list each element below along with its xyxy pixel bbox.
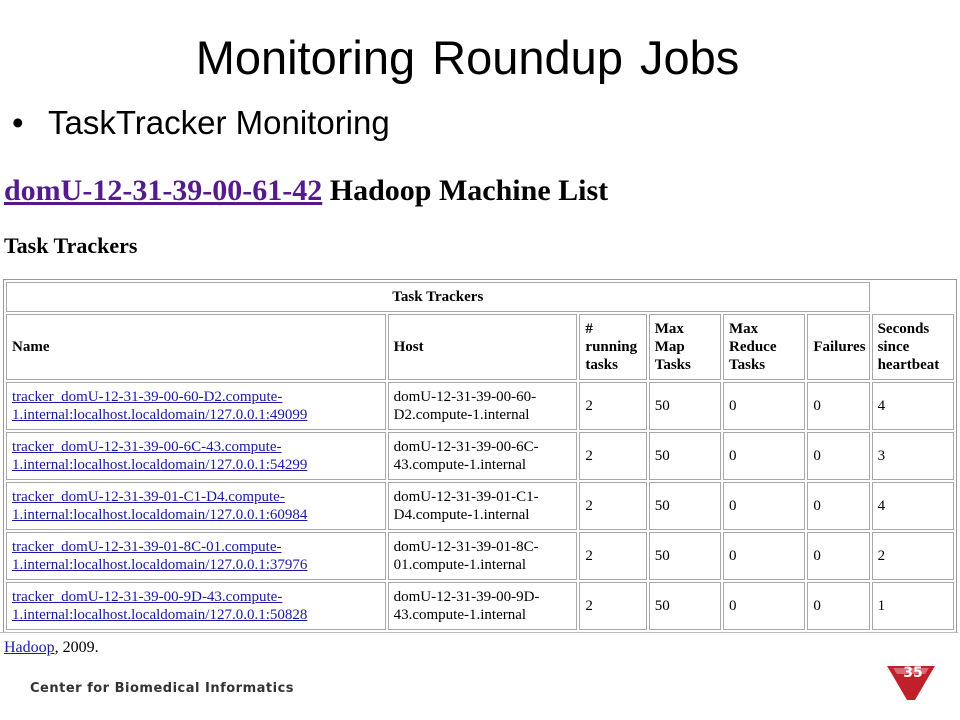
running-tasks-cell: 2 — [579, 432, 646, 480]
max-reduce-tasks-cell: 0 — [723, 382, 805, 430]
tracker-name-cell — [6, 382, 386, 430]
running-tasks-cell: 2 — [579, 382, 646, 430]
footer-divider — [0, 632, 958, 633]
table-row — [6, 382, 954, 430]
table-row — [6, 432, 954, 480]
max-reduce-tasks-cell: 0 — [723, 532, 805, 580]
heartbeat-cell: 1 — [872, 582, 954, 630]
heartbeat-cell: 2 — [872, 532, 954, 580]
host-link[interactable]: domU-12-31-39-00-61-42 — [4, 174, 323, 207]
tracker-link[interactable]: tracker_domU-12-31-39-00-6C-43.compute-1.internal:localhost.localdomain/127.0.0.1:54299 — [12, 439, 308, 473]
column-header-running-tasks: # running tasks — [579, 314, 646, 380]
tracker-link[interactable]: tracker_domU-12-31-39-01-C1-D4.compute-1.internal:localhost.localdomain/127.0.0.1:60984 — [12, 489, 308, 523]
tracker-link[interactable]: tracker_domU-12-31-39-01-8C-01.compute-1.internal:localhost.localdomain/127.0.0.1:37976 — [12, 539, 308, 573]
table-row — [6, 582, 954, 630]
task-trackers-table — [3, 279, 957, 633]
column-header-failures: Failures — [807, 314, 869, 380]
host-cell: domU-12-31-39-00-9D-43.compute-1.internal — [388, 582, 578, 630]
heartbeat-cell: 3 — [872, 432, 954, 480]
max-map-tasks-cell: 50 — [649, 482, 721, 530]
max-reduce-tasks-cell: 0 — [723, 432, 805, 480]
max-map-tasks-cell: 50 — [649, 432, 721, 480]
tracker-link[interactable]: tracker_domU-12-31-39-00-9D-43.compute-1.internal:localhost.localdomain/127.0.0.1:50828 — [12, 589, 308, 623]
bullet-symbol: • — [12, 104, 24, 141]
host-cell: domU-12-31-39-01-8C-01.compute-1.internal — [388, 532, 578, 580]
page-heading — [4, 176, 608, 206]
column-header-heartbeat: Seconds since heartbeat — [872, 314, 954, 380]
max-reduce-tasks-cell: 0 — [723, 482, 805, 530]
organization-name: Center for Biomedical Informatics — [30, 681, 295, 696]
column-header-max-reduce-tasks: Max Reduce Tasks — [723, 314, 805, 380]
failures-cell: 0 — [807, 382, 869, 430]
bullet-item — [12, 106, 390, 139]
failures-cell: 0 — [807, 582, 869, 630]
column-header-max-map-tasks: Max Map Tasks — [649, 314, 721, 380]
failures-cell: 0 — [807, 482, 869, 530]
bullet-text: TaskTracker Monitoring — [48, 104, 390, 141]
table-caption: Task Trackers — [6, 282, 870, 312]
host-cell: domU-12-31-39-01-C1-D4.compute-1.internal — [388, 482, 578, 530]
tracker-name-cell — [6, 482, 386, 530]
heartbeat-cell: 4 — [872, 382, 954, 430]
hadoop-link[interactable]: Hadoop — [4, 639, 55, 656]
table-header-row — [6, 314, 954, 380]
failures-cell: 0 — [807, 532, 869, 580]
tracker-name-cell — [6, 432, 386, 480]
tracker-link[interactable]: tracker_domU-12-31-39-00-60-D2.compute-1.internal:localhost.localdomain/127.0.0.1:49099 — [12, 389, 308, 423]
page-heading-text: Hadoop Machine List — [329, 174, 609, 207]
heartbeat-cell: 4 — [872, 482, 954, 530]
failures-cell: 0 — [807, 432, 869, 480]
footer-note — [4, 640, 99, 656]
table-row — [6, 532, 954, 580]
running-tasks-cell: 2 — [579, 482, 646, 530]
host-cell: domU-12-31-39-00-60-D2.compute-1.internal — [388, 382, 578, 430]
section-heading: Task Trackers — [4, 233, 138, 258]
max-map-tasks-cell: 50 — [649, 532, 721, 580]
footer-suffix: , 2009. — [54, 639, 99, 656]
table-caption-spacer — [872, 282, 954, 312]
table-caption-row — [6, 282, 954, 312]
running-tasks-cell: 2 — [579, 532, 646, 580]
max-map-tasks-cell: 50 — [649, 582, 721, 630]
host-cell: domU-12-31-39-00-6C-43.compute-1.internal — [388, 432, 578, 480]
column-header-host: Host — [388, 314, 578, 380]
max-map-tasks-cell: 50 — [649, 382, 721, 430]
column-header-name: Name — [6, 314, 386, 380]
tracker-name-cell — [6, 582, 386, 630]
page-number: 35 — [903, 665, 923, 681]
table-row — [6, 482, 954, 530]
max-reduce-tasks-cell: 0 — [723, 582, 805, 630]
slide-title: Monitoring Roundup Jobs — [195, 31, 740, 84]
tracker-name-cell — [6, 532, 386, 580]
running-tasks-cell: 2 — [579, 582, 646, 630]
